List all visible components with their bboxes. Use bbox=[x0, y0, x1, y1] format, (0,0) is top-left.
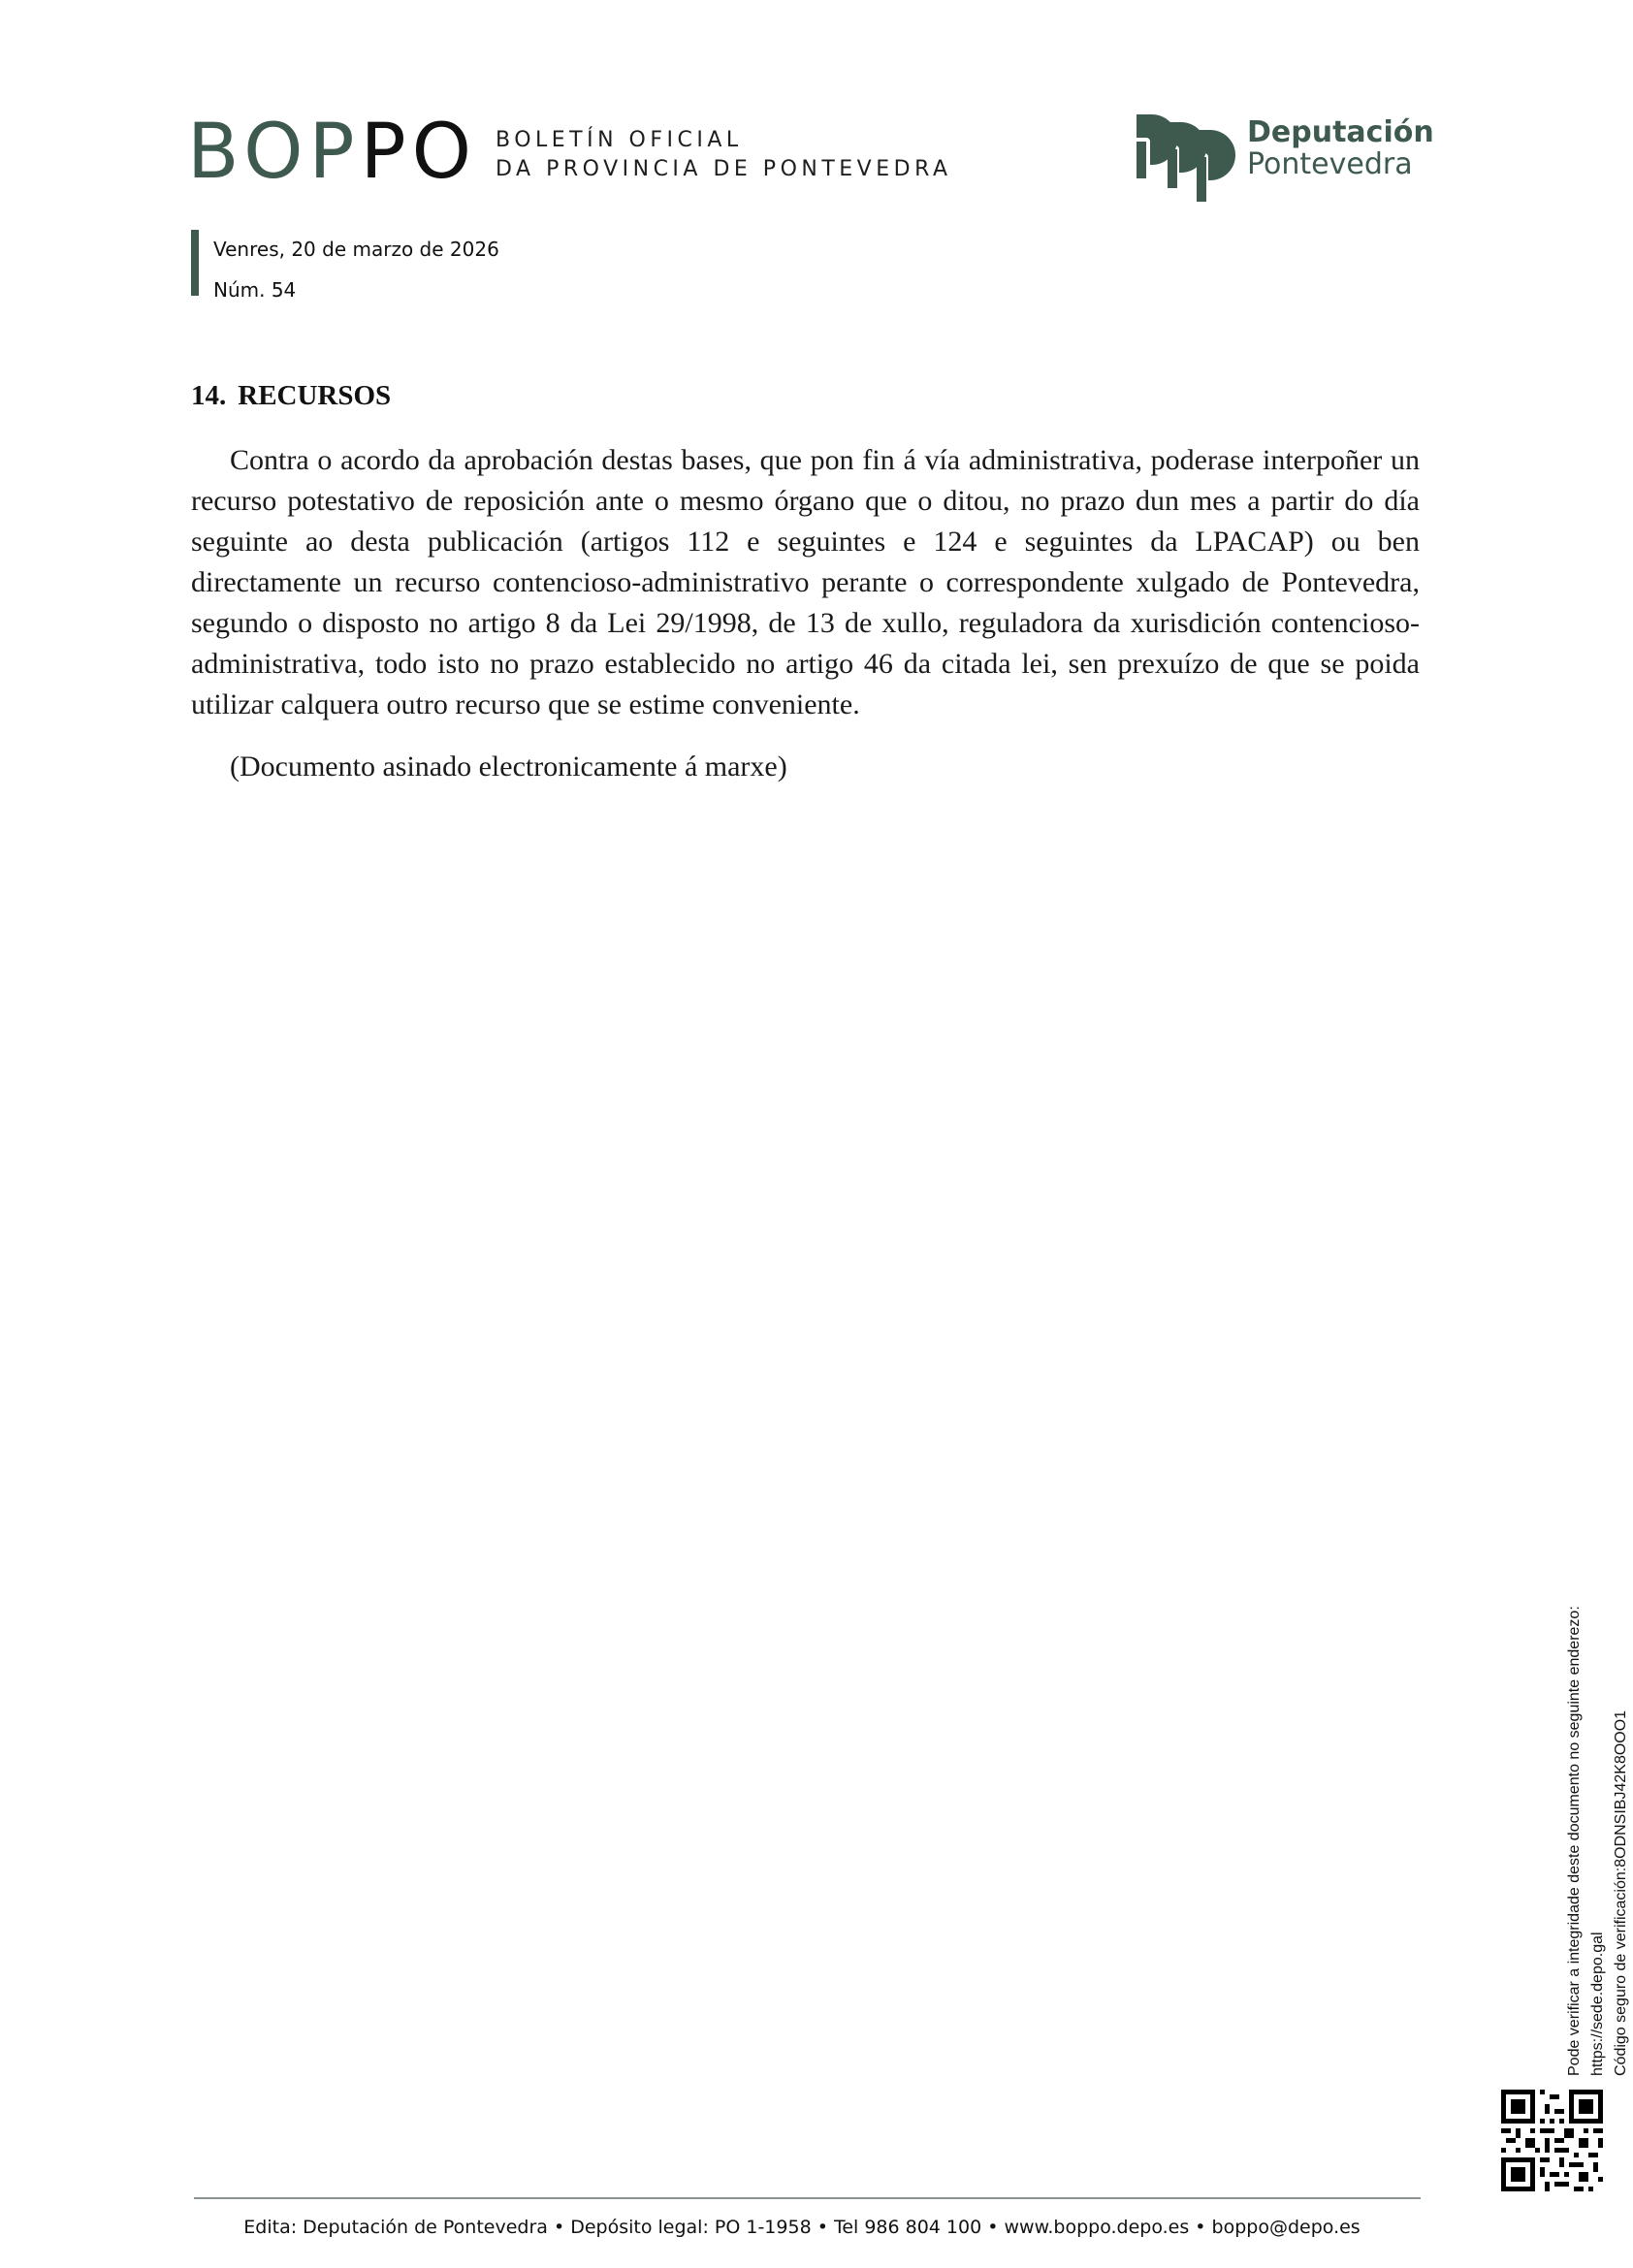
logo-bop-part: BOP bbox=[187, 109, 361, 196]
verification-url[interactable]: https://sede.depo.gal bbox=[1589, 1932, 1606, 2076]
bulletin-title bbox=[496, 126, 952, 184]
verification-text bbox=[1563, 1606, 1633, 2076]
bulletin-title-line2: DA PROVINCIA DE PONTEVEDRA bbox=[496, 157, 952, 181]
qr-code-icon[interactable] bbox=[1501, 2090, 1603, 2191]
issue-number: Núm. 54 bbox=[213, 278, 297, 302]
section-number: 14. bbox=[191, 380, 227, 411]
body-paragraph-1: Contra o acordo da aprobación destas bases, que pon fin á vía administrativa, poderase interpoñer un recurso potestativo de reposición ante o mesmo órgano que o ditou, no prazo dun mes a partir do día seguinte ao desta publicación (artigos 112 e seguintes e 124 e seguintes da LPACAP) ou ben directamente un recurso contencioso-administrativo perante o correspondente xulgado de Pontevedra, segundo o disposto no artigo 8 da Lei 29/1998, de 13 de xullo, reguladora da xurisdición contencioso-administrativa, todo isto no prazo establecido no artigo 46 da citada lei, sen prexuízo de que se poida utilizar calquera outro recurso que se estime conveniente. bbox=[191, 444, 1420, 720]
verification-code: Código seguro de verificación:8ODNSIBJ42K8OOO1 bbox=[1613, 1709, 1629, 2076]
body-paragraph-2: (Documento asinado electronicamente á marxe) bbox=[230, 751, 787, 783]
footer-text: Edita: Deputación de Pontevedra • Depósito legal: PO 1-1958 • Tel 986 804 100 • www.boppo.depo.es • boppo@depo.es bbox=[243, 2217, 1361, 2238]
date-accent-bar bbox=[191, 230, 199, 296]
deputacion-line1: Deputación bbox=[1247, 115, 1434, 149]
deputacion-logo-icon bbox=[1133, 114, 1239, 204]
section-title: RECURSOS bbox=[238, 380, 392, 411]
logo-po-part: PO bbox=[360, 109, 478, 196]
boppo-logo bbox=[187, 109, 478, 196]
issue-date: Venres, 20 de marzo de 2026 bbox=[213, 238, 499, 261]
verification-line1: Pode verificar a integridade deste documento no seguinte enderezo: bbox=[1566, 1606, 1583, 2076]
section-heading bbox=[191, 380, 391, 412]
deputacion-line2: Pontevedra bbox=[1247, 147, 1413, 181]
issue-info bbox=[213, 229, 499, 310]
bulletin-title-line1: BOLETÍN OFICIAL bbox=[496, 128, 743, 152]
deputacion-name bbox=[1247, 116, 1434, 180]
footer-divider bbox=[194, 2197, 1421, 2199]
